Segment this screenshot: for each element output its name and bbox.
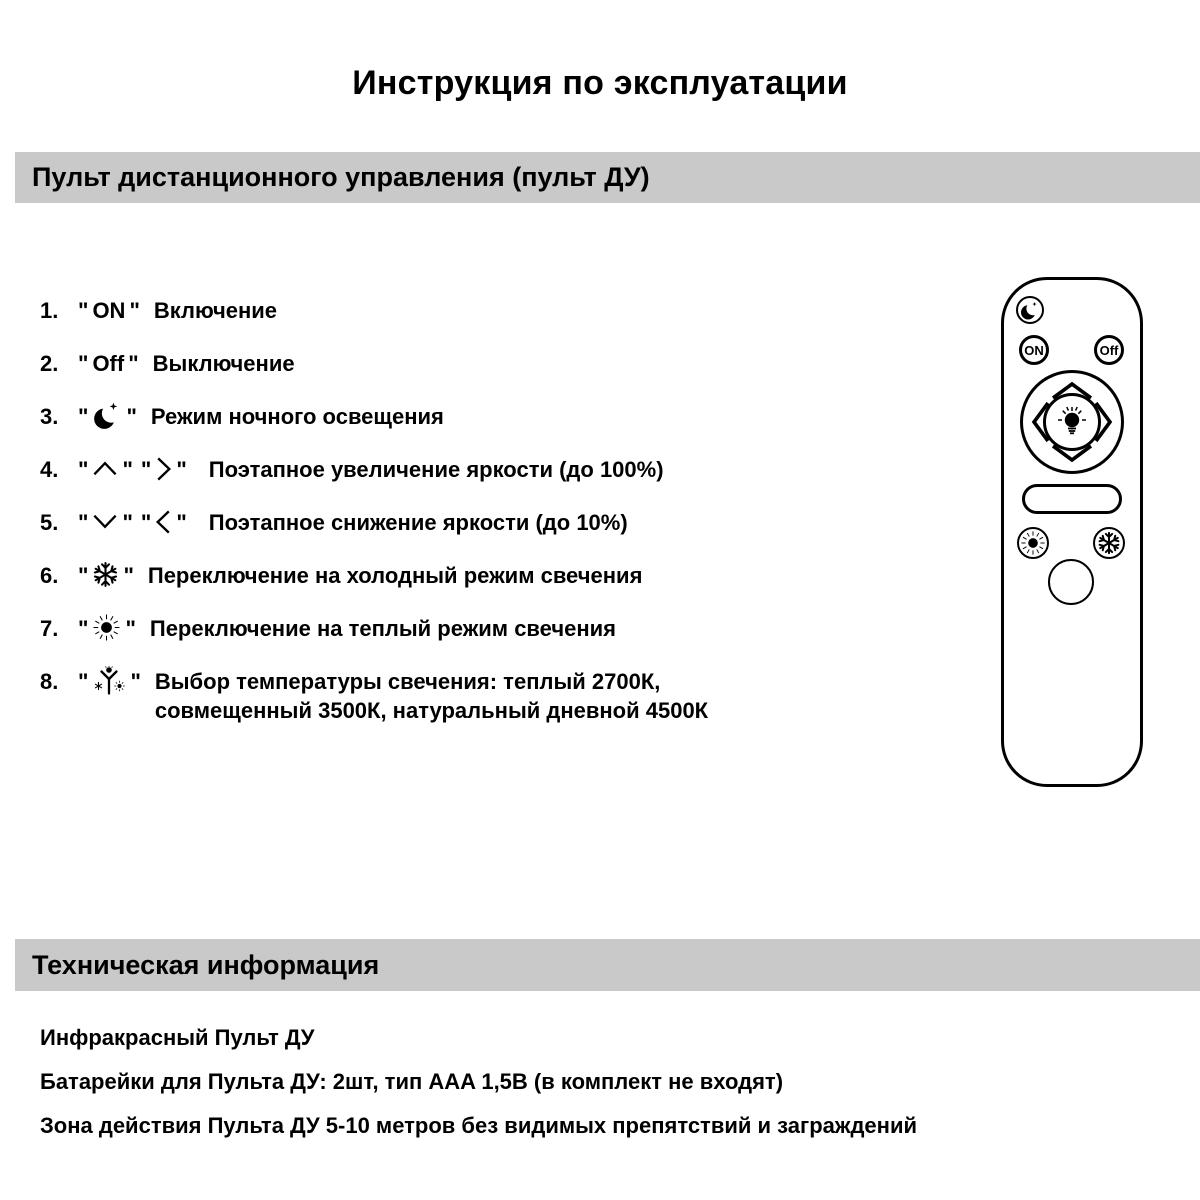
night-mode-button xyxy=(1016,296,1044,324)
snowflake-icon xyxy=(1097,531,1121,555)
on-button xyxy=(1019,335,1049,365)
sun-icon xyxy=(1020,530,1046,556)
list-item-warm-mode: 7. " " Переключение на теплый режим свечения xyxy=(40,614,960,644)
list-item-night-mode: 3. " " Режим ночного освещения xyxy=(40,402,960,432)
item-label: Переключение на холодный режим свечения xyxy=(147,563,643,588)
item-number: 7. xyxy=(40,616,59,641)
crescent-moon-star-icon xyxy=(1020,300,1040,321)
list-item-brightness-down: 5. " " " " Поэтапное снижение яркости (до 10%) xyxy=(40,508,960,538)
section-header-remote xyxy=(15,152,1200,203)
brightness-direction-pad xyxy=(1020,370,1124,474)
item-label: Переключение на теплый режим свечения xyxy=(149,616,617,641)
extra-round-button xyxy=(1048,559,1094,605)
item-label: Выключение xyxy=(152,351,295,376)
item-label: Поэтапное увеличение яркости (до 100%) xyxy=(208,457,664,482)
list-item-off: 2. " Off " Выключение xyxy=(40,349,960,379)
list-item-cold-mode: 6. " " Переключение на холодный режим свечения xyxy=(40,561,960,591)
page-title: Инструкция по эксплуатации xyxy=(352,64,848,102)
item-number: 5. xyxy=(40,510,59,535)
cold-mode-button xyxy=(1093,527,1125,559)
item-label: Режим ночного освещения xyxy=(150,404,444,429)
item-number: 3. xyxy=(40,404,59,429)
sun-icon xyxy=(92,616,121,641)
item-number: 1. xyxy=(40,298,59,323)
light-button xyxy=(1043,393,1101,451)
tech-info-line: Зона действия Пульта ДУ 5-10 метров без видимых препятствий и заграждений xyxy=(40,1113,918,1138)
list-item-brightness-up: 4. " " " " Поэтапное увеличение яркости (до 100%) xyxy=(40,455,960,485)
item-label: Выбор температуры свечения: теплый 2700К, совмещенный 3500К, натуральный дневной 4500К xyxy=(154,669,709,723)
tech-info-line: Инфракрасный Пульт ДУ xyxy=(40,1025,315,1050)
off-button xyxy=(1094,335,1124,365)
scene-pill-button xyxy=(1022,484,1122,514)
instruction-list xyxy=(40,296,960,748)
item-number: 4. xyxy=(40,457,59,482)
light-bulb-icon xyxy=(1055,405,1089,439)
item-number: 2. xyxy=(40,351,59,376)
item-label: Поэтапное снижение яркости (до 10%) xyxy=(208,510,628,535)
chevron-left-icon xyxy=(155,510,172,535)
chevron-up-icon xyxy=(92,457,118,482)
tech-info-line: Батарейки для Пульта ДУ: 2шт, тип AAA 1,5В (в комплект не входят) xyxy=(40,1069,784,1094)
snowflake-icon xyxy=(92,563,119,588)
tech-info-list xyxy=(40,1016,1180,1148)
off-button-label: Off xyxy=(92,351,125,376)
section-header-remote-label: Пульт дистанционного управления (пульт ДУ) xyxy=(32,162,650,192)
list-item-on: 1. " ON " Включение xyxy=(40,296,960,326)
warm-mode-button xyxy=(1017,527,1049,559)
section-header-tech xyxy=(15,939,1200,991)
chevron-right-icon xyxy=(155,457,172,482)
temperature-select-icon xyxy=(92,669,126,694)
crescent-moon-star-icon xyxy=(92,404,122,429)
chevron-down-icon xyxy=(92,510,118,535)
item-number: 6. xyxy=(40,563,59,588)
item-number: 8. xyxy=(40,669,59,694)
list-item-temperature-select: 8. " " Выбор температуры свечения: теплый 2700К, совмещенный 3500К, натуральный дневной 4500К xyxy=(40,667,960,725)
off-button-label: Off xyxy=(1099,342,1119,358)
on-button-label: ON xyxy=(92,298,126,323)
item-label: Включение xyxy=(153,298,278,323)
section-header-tech-label: Техническая информация xyxy=(32,950,380,980)
on-button-label: ON xyxy=(1024,342,1044,358)
remote-control-illustration xyxy=(1001,277,1143,787)
